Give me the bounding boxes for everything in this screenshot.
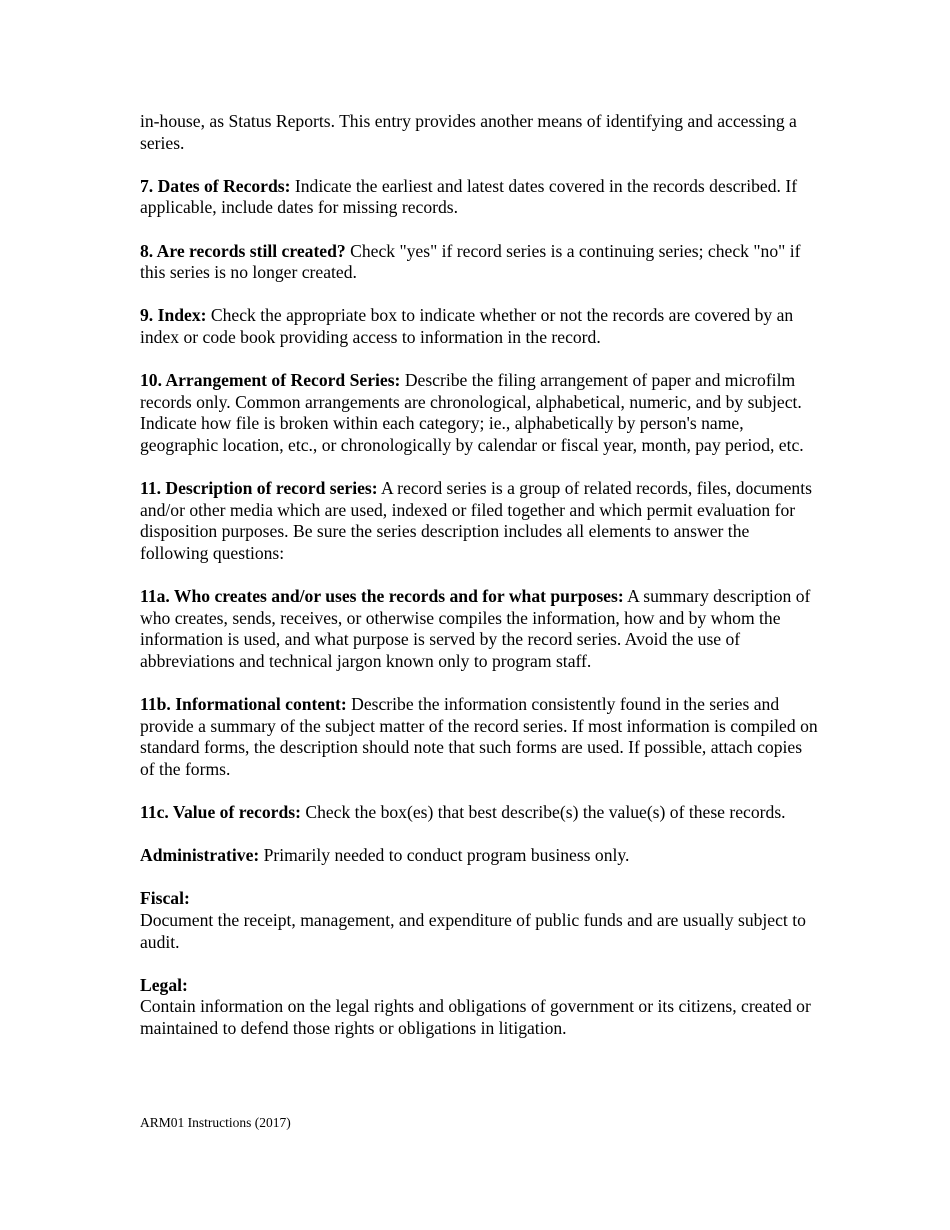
paragraph-11a <box>140 586 820 672</box>
paragraph-text: Primarily needed to conduct program business only. <box>259 845 630 866</box>
paragraph-label: 9. Index: <box>140 305 207 326</box>
paragraph-text: Describe the information consistently found in the series and provide a summary of the subject matter of the record series. If most information is compiled on standard forms, the description should note that such forms are used. If possible, attach copies of the forms. <box>140 694 818 779</box>
paragraph-label: 11c. Value of records: <box>140 802 301 822</box>
paragraph-text: Check "yes" if record series is a continuing series; check "no" if this series is no longer created. <box>140 240 801 283</box>
paragraph-label: Administrative: <box>140 845 260 866</box>
paragraph-11b <box>140 694 820 780</box>
paragraph-intro: in-house, as Status Reports. This entry provides another means of identifying and accessing a series. <box>140 111 797 153</box>
paragraph-text: A summary description of who creates, sends, receives, or otherwise compiles the information, how and by whom the information is used, and what purpose is served by the record series. Avoid the use of abbreviations and technical jargon known only to program staff. <box>140 586 811 671</box>
paragraph-text: Indicate the earliest and latest dates covered in the records described. If applicable, include dates for missing records. <box>140 175 798 218</box>
paragraph-index <box>140 305 820 348</box>
paragraph-11c <box>140 802 820 824</box>
paragraph-text: Check the appropriate box to indicate whether or not the records are covered by an index or code book providing access to information in the record. <box>140 305 794 347</box>
paragraph-records-still-created <box>140 241 820 284</box>
paragraph-label: 7. Dates of Records: <box>140 175 291 196</box>
paragraph-administrative <box>140 845 820 867</box>
fiscal-heading: Fiscal: <box>140 888 190 909</box>
paragraph-label: 8. Are records still created? <box>140 240 346 261</box>
fiscal-text: Document the receipt, management, and expenditure of public funds and are usually subject to audit. <box>140 909 806 952</box>
paragraph-arrangement <box>140 370 820 456</box>
page-footer: ARM01 Instructions (2017) <box>140 1115 291 1130</box>
legal-heading: Legal: <box>140 974 188 995</box>
paragraph-dates-of-records <box>140 176 820 219</box>
paragraph-label: 11. Description of record series: <box>140 478 378 499</box>
legal-text: Contain information on the legal rights and obligations of government or its citizens, created or maintained to defend those rights or obligations in litigation. <box>140 996 811 1038</box>
paragraph-label: 11a. Who creates and/or uses the records and for what purposes: <box>140 586 624 607</box>
paragraph-text: Check the box(es) that best describe(s) the value(s) of these records. <box>300 802 786 822</box>
paragraph-text: A record series is a group of related records, files, documents and/or other media which are used, indexed or filed together and which permit evaluation for disposition purposes. Be sure the series description includes all elements to answer the following questions: <box>140 478 812 563</box>
paragraph-text: Describe the filing arrangement of paper and microfilm records only. Common arrangements are chronological, alphabetical, numeric, and by subject. Indicate how file is broken within each category; ie., alphabetically by person's name, geographic location, etc., or chronologically by calendar or fiscal year, month, pay period, etc. <box>140 370 804 455</box>
paragraph-label: 11b. Informational content: <box>140 694 347 715</box>
paragraph-label: 10. Arrangement of Record Series: <box>140 370 401 391</box>
paragraph-description <box>140 478 820 564</box>
